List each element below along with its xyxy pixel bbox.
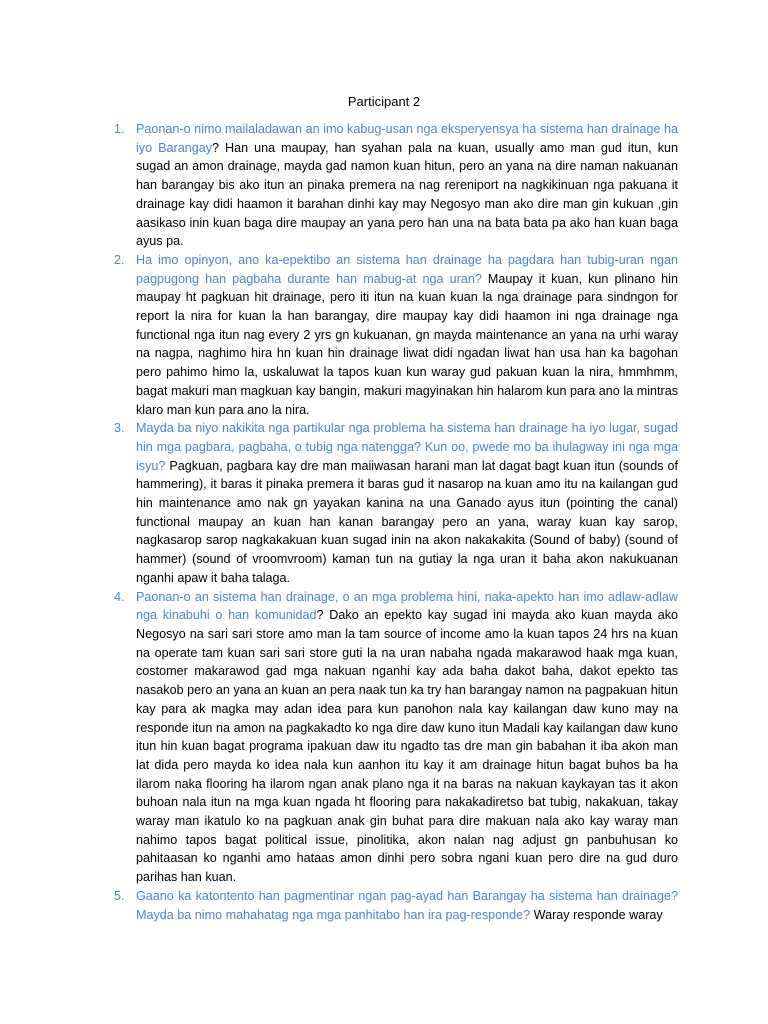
page-title: Participant 2 — [347, 94, 421, 109]
answer-text: Maupay it kuan, kun plinano hin maupay ht pagkuan hit drainage, pero iti itun na kuan kuan la nga drainage para sindngon for report la nira for kuan la han barangay, dire maupay kay didi haamon ini nga drainage nga functional nga itun nag every 2 yrs gn kukuanan, gn mayda maintenance an yana na urhi waray na nagpa, naghimo hira hn kuan hin drainage liwat didi ngadan liwat han usa han ka bagohan pero pahimo himo la, uskaluwat la tapos kuan kun waray gud pakuan kuan la nira, hmmhmm, bagat makuri man magkuan kay bangin, makuri magyinakan hin halarom kun para ano la mintras klaro man kun para ano la nira. — [136, 271, 678, 417]
answer-text: Waray responde waray — [530, 907, 663, 922]
list-item — [112, 887, 678, 924]
question-text: Paonan-o nimo mailaladawan an imo kabug-usan nga eksperyensya ha sistema han drainage ha iyo Barangay — [136, 122, 678, 155]
item-number: 4. — [114, 589, 125, 604]
question-text: Mayda ba niyo nakikita nga partikular nga problema ha sistema han drainage ha iyo lugar, sugad hin mga pagbara, pagbaha, o tubig nga natengga? Kun oo, pwede mo ba ihulagway ini nga mga isyu? — [136, 421, 678, 473]
question-text: Ha imo opinyon, ano ka-epektibo an sistema han drainage ha pagdara han tubig-uran ngan pagpugong han pagbaha durante han mabug-at nga uran? — [136, 252, 678, 286]
list-item — [112, 251, 678, 419]
answer-text: ? Han una maupay, han syahan pala na kuan, usually amo man gud itun, kun sugad an amon drainage, mayda gad namon kuan hitun, pero an yana na dire naman nakuanan han barangay bis ako itun an pinaka premera na nag rereniport na nagkikinuan nga pakuana it drainage kay didi haamon it barahan dinhi kay may Negosyo man ako dire man gin kukuan ,gin aasikaso inin kuan baga dire maupay an yana pero han una na bata bata pa ako han kuan baga ayus pa. — [136, 140, 678, 249]
item-number: 5. — [114, 888, 125, 903]
item-number: 2. — [114, 252, 125, 267]
item-number: 1. — [114, 122, 125, 136]
answer-text: Pagkuan, pagbara kay dre man maiiwasan harani man lat dagat bagt kuan itun (sounds of hammering), it baras it pinaka premera it baras gud it nasarop na kuan amo itu na kailangan gud hin maintenance amo nak gn yayakan kanina na una Ganado ayus itun (pointing the canal) functional maupay an kuan han kanan barangay pero an yana, waray kuan kay sarop, nagkasarop sarop nagkakakuan kuan sugad inin na akon nakakakita (Sound of baby) (sound of hammer) (sound of vroomvroom) kaman tun na gutiay la nga uran it baha akon nakukuanan nganhi apaw it baha talaga. — [136, 458, 678, 585]
question-text: Gaano ka katontento han pagmentinar ngan pag-ayad han Barangay ha sistema han drainage? Mayda ba nimo mahahatag nga mga panhitabo han ira pag-responde? — [136, 888, 678, 922]
answer-text: ? Dako an epekto kay sugad ini mayda ako kuan mayda ako Negosyo na sari sari store amo man la tam source of income amo la kuan tapos 24 hrs na kuan na operate tam kuan sari sari store guti la na uran nabaha ngada makarawod haak mga kuan, costomer makarawod gad mga nakuan nganhi kay ada baha dakot baha, dakot epekto tas nasakob pero an yana an kuan an pera naak tun ka try han barangay namon na pagpakuan hitun kay para ak magka may adan idea para kun panohon nala kay kailangan daw kuno may na responde itun na amon na pagkakadto ko nga dire daw kuno itun Madali kay kailangan daw kuno itun hin kuan bagat programa ipakuan daw itu ngadto tas dre man gin babahan it iba akon man lat dida pero mayda ko idea nala kun aanhon itu kay it am drainage hitun bagat buhos ba ha ilarom naka flooring ha ilarom ngan anak plano nga it na baras na nakuan kaykayan tas it akon buhoan nala itun na mga kuan ngada ht flooring para nakakadiretso bat tubig, nakakuan, takay waray man ikatulo ko na pagkuan anak gin buhat para dire makuan nala ako kay waray man nahimo tapos bagat political issue, pinolitika, akon nalan nag adjust gn panbuhusan ko pahitaasan ko nganhi amo hataas amon dinhi pero sobra ngani kuan pero dire na gud duro parihas han kuan. — [136, 608, 679, 885]
list-item — [112, 120, 678, 251]
item-number: 3. — [114, 421, 125, 436]
list-item — [112, 419, 678, 587]
list-item — [112, 588, 678, 887]
question-text: Paonan-o an sistema han drainage, o an mga problema hini, naka-apekto han imo adlaw-adlaw nga kinabuhi o han komunidad — [136, 589, 678, 623]
interview-question-list — [112, 120, 678, 924]
